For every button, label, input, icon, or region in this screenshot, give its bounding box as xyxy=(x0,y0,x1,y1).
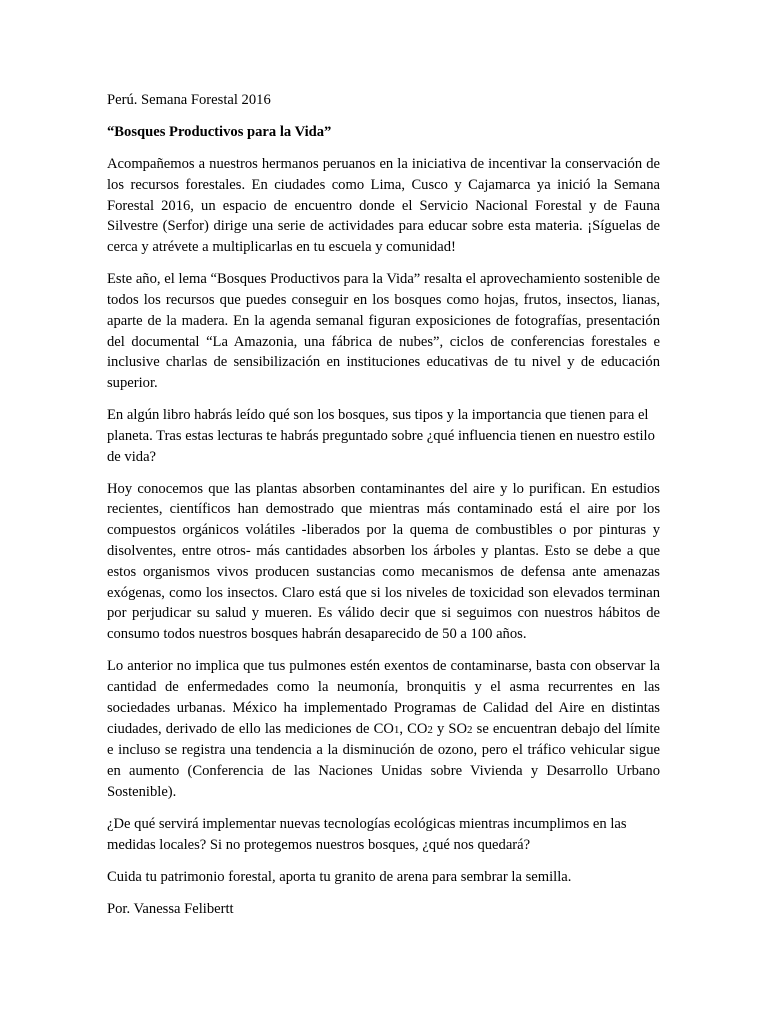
paragraph-question: En algún libro habrás leído qué son los bosques, sus tipos y la importancia que tienen para el planeta. Tras estas lecturas te habrás preguntado sobre ¿qué influencia tienen en nuestro estilo de vida? xyxy=(107,407,655,465)
paragraph-pollution xyxy=(107,656,660,803)
paragraph-pollution-text-4: se encuentran debajo del límite e incluso se registra una tendencia a la disminución de ozono, pero el tráfico vehicular sigue en aumento (Conferencia de las Naciones Unidas sobre Vivienda y Desarrollo Urbano Sostenible). xyxy=(107,720,660,801)
paragraph-pollution-text-2: , CO xyxy=(399,720,428,737)
subscript-co2: 2 xyxy=(427,723,433,736)
paragraph-pollution-text-3: y SO xyxy=(432,720,468,737)
paragraph-plants: Hoy conocemos que las plantas absorben contaminantes del aire y lo purifican. En estudios recientes, científicos han demostrado que mientras más contaminado está el aire por los compuestos orgánicos volátiles -liberados por la quema de combustibles o por pinturas y disolventes, entre otros- más cantidades absorben los árboles y plantas. Esto se debe a que estos organismos vivos producen sustancias como mecanismos de defensa ante amenazas exógenas, como los insectos. Claro está que si los niveles de toxicidad son elevados terminan por perjudicar su salud y mueren. Es válido decir que si seguimos con nuestros hábitos de consumo todos nuestros bosques habrán desaparecido de 50 a 100 años. xyxy=(107,480,660,643)
paragraph-call-to-action: Cuida tu patrimonio forestal, aporta tu granito de arena para sembrar la semilla. xyxy=(107,868,572,885)
author-signature: Por. Vanessa Felibertt xyxy=(107,900,234,917)
paragraph-intro: Acompañemos a nuestros hermanos peruanos en la iniciativa de incentivar la conservación de los recursos forestales. En ciudades como Lima, Cusco y Cajamarca ya inició la Semana Forestal 2016, un espacio de encuentro donde el Servicio Nacional Forestal y de Fauna Silvestre (Serfor) dirige una serie de actividades para educar sobre esta materia. ¡Síguelas de cerca y atrévete a multiplicarlas en tu escuela y comunidad! xyxy=(107,155,660,256)
subscript-co1: 1 xyxy=(393,723,400,736)
document-slogan: “Bosques Productivos para la Vida” xyxy=(107,123,332,140)
document-page xyxy=(107,90,660,931)
document-heading: Perú. Semana Forestal 2016 xyxy=(107,92,271,108)
paragraph-closing-question: ¿De qué servirá implementar nuevas tecnologías ecológicas mientras incumplimos en las medidas locales? Si no protegemos nuestros bosques, ¿qué nos quedará? xyxy=(107,816,627,853)
paragraph-pollution-text-1: Lo anterior no implica que tus pulmones estén exentos de contaminarse, basta con observar la cantidad de enfermedades como la neumonía, bronquitis y el asma recurrentes en las sociedades urbanas. México ha implementado Programas de Calidad del Aire en distintas ciudades, derivado de ello las mediciones de CO xyxy=(107,658,660,737)
paragraph-lema: Este año, el lema “Bosques Productivos para la Vida” resalta el aprovechamiento sostenible de todos los recursos que puedes conseguir en los bosques como hojas, frutos, insectos, lianas, aparte de la madera. En la agenda semanal figuran exposiciones de fotografías, presentación del documental “La Amazonia, una fábrica de nubes”, ciclos de conferencias forestales e inclusive charlas de sensibilización en instituciones educativas de tu nivel y de educación superior. xyxy=(107,271,660,392)
subscript-so2: 2 xyxy=(467,723,473,736)
